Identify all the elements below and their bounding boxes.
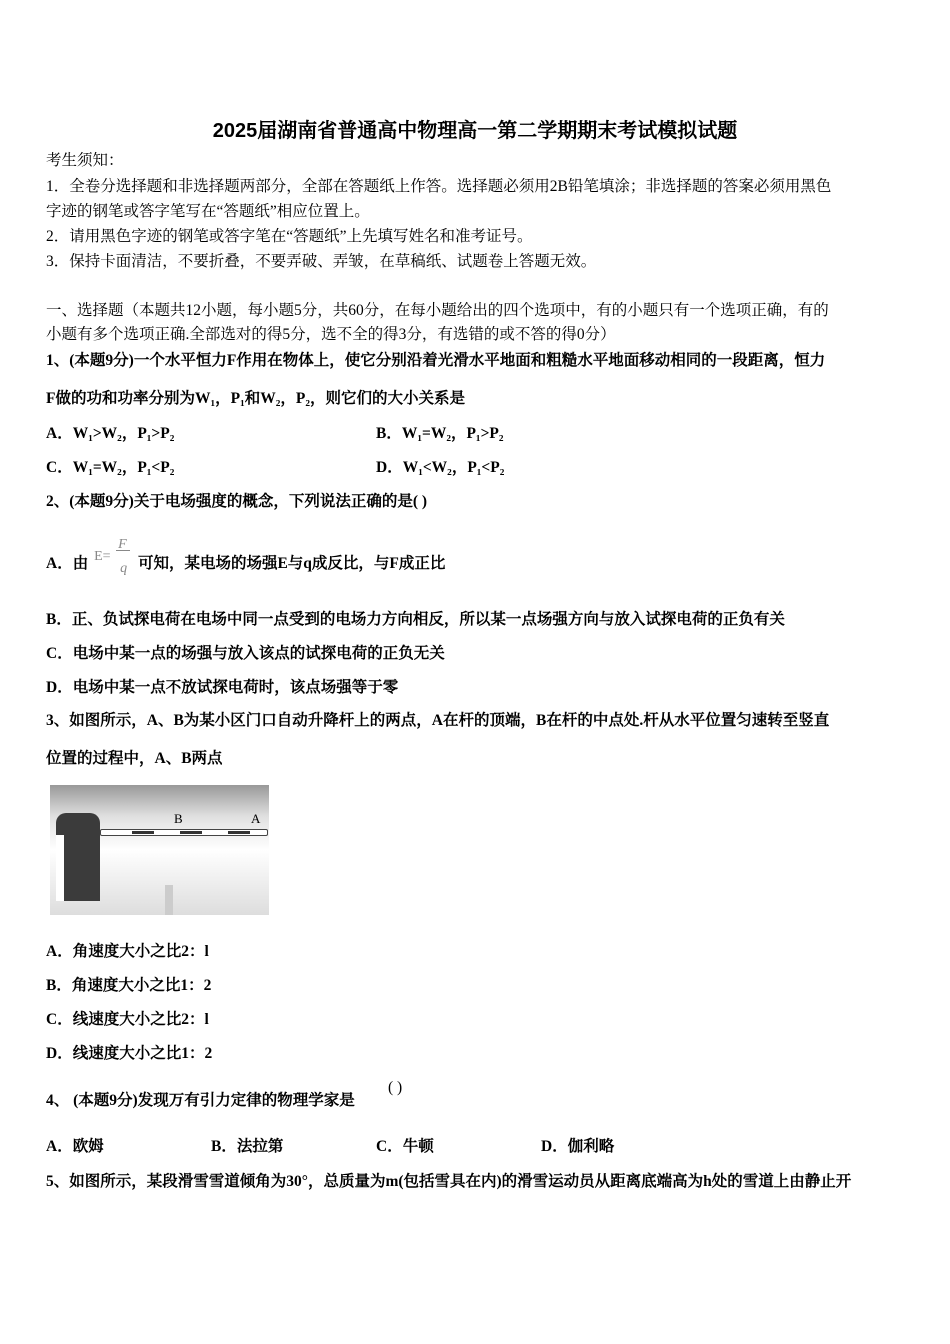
q4-option-b: B．法拉第 bbox=[211, 1138, 284, 1155]
formula-e-equals-f-over-q bbox=[92, 537, 134, 576]
q2-option-b: B．正、负试探电荷在电场中同一点受到的电场力方向相反，所以某一点场强方向与放入试探电荷的正负有关 bbox=[46, 611, 785, 628]
point-b-label: B bbox=[174, 811, 183, 826]
arm-stripe bbox=[132, 831, 154, 834]
q4-blank: ( ) bbox=[388, 1079, 403, 1096]
q1-option-b: B．W₁=W₂，P₁>P₂ bbox=[376, 425, 504, 442]
notice-line: 字迹的钢笔或答字笔写在“答题纸”相应位置上。 bbox=[46, 203, 370, 220]
notice-heading: 考生须知： bbox=[46, 152, 124, 169]
point-a-label: A bbox=[251, 811, 261, 826]
gate-post-edge bbox=[56, 835, 64, 901]
fraction-bar bbox=[116, 550, 130, 551]
section-heading: 一、选择题（本题共12小题，每小题5分，共60分，在每小题给出的四个选项中，有的小题只有一个选项正确，有的 bbox=[46, 302, 829, 319]
page-title: 2025届湖南省普通高中物理高一第二学期期末考试模拟试题 bbox=[212, 120, 738, 142]
section-heading: 小题有多个选项正确.全部选对的得5分，选不全的得3分，有选错的或不答的得0分） bbox=[46, 326, 616, 343]
q2-option-a bbox=[46, 538, 445, 581]
ceiling bbox=[50, 785, 269, 815]
q4-option-d: D．伽利略 bbox=[541, 1138, 615, 1155]
q1-stem: F做的功和功率分别为W₁，P₁和W₂，P₂，则它们的大小关系是 bbox=[46, 390, 465, 407]
q3-option-d: D．线速度大小之比1：2 bbox=[46, 1045, 213, 1062]
arm-stripe bbox=[228, 831, 250, 834]
q2-option-c: C．电场中某一点的场强与放入该点的试探电荷的正负无关 bbox=[46, 645, 445, 662]
formula-denominator: q bbox=[120, 561, 128, 576]
notice-line: 2．请用黑色字迹的钢笔或答字笔在“答题纸”上先填写姓名和准考证号。 bbox=[46, 228, 533, 245]
q3-option-c: C．线速度大小之比2：l bbox=[46, 1011, 209, 1028]
q1-option-c: C．W₁=W₂，P₁<P₂ bbox=[46, 459, 175, 476]
q4-option-a: A．欧姆 bbox=[46, 1138, 104, 1155]
q1-option-a: A．W₁>W₂，P₁>P₂ bbox=[46, 425, 175, 442]
q3-stem: 位置的过程中，A、B两点 bbox=[46, 750, 223, 767]
formula-numerator: F bbox=[118, 537, 127, 552]
notice-line: 3．保持卡面清洁，不要折叠，不要弄破、弄皱，在草稿纸、试题卷上答题无效。 bbox=[46, 253, 597, 270]
q2-option-d: D．电场中某一点不放试探电荷时，该点场强等于零 bbox=[46, 679, 399, 696]
notice-line: 1．全卷分选择题和非选择题两部分，全部在答题纸上作答。选择题必须用2B铅笔填涂；非选择题的答案必须用黑色 bbox=[46, 178, 832, 195]
q2-stem: 2、(本题9分)关于电场强度的概念，下列说法正确的是( ) bbox=[46, 493, 428, 510]
q2-option-a-prefix: A．由 bbox=[46, 555, 89, 572]
barrier-gate-figure bbox=[50, 785, 269, 915]
q1-stem: 1、(本题9分)一个水平恒力F作用在物体上，使它分别沿着光滑水平地面和粗糙水平地面移动相同的一段距离，恒力 bbox=[46, 352, 826, 369]
formula-lhs: E= bbox=[94, 549, 111, 564]
q2-option-a-suffix: 可知，某电场的场强E与q成反比，与F成正比 bbox=[137, 555, 446, 572]
road-marking bbox=[165, 885, 173, 915]
arm-stripe bbox=[180, 831, 202, 834]
q3-stem: 3、如图所示，A、B为某小区门口自动升降杆上的两点，A在杆的顶端，B在杆的中点处.杆从水平位置匀速转至竖直 bbox=[46, 712, 830, 729]
q4-option-c: C．牛顿 bbox=[376, 1138, 434, 1155]
q4-stem: 4、 (本题9分)发现万有引力定律的物理学家是 bbox=[46, 1092, 355, 1109]
q1-option-d: D．W₁<W₂，P₁<P₂ bbox=[376, 459, 505, 476]
q5-stem: 5、如图所示，某段滑雪雪道倾角为30°，总质量为m(包括雪具在内)的滑雪运动员从距离底端高为h处的雪道上由静止开 bbox=[46, 1173, 852, 1190]
q3-option-a: A．角速度大小之比2：l bbox=[46, 943, 209, 960]
q3-option-b: B．角速度大小之比1：2 bbox=[46, 977, 212, 994]
